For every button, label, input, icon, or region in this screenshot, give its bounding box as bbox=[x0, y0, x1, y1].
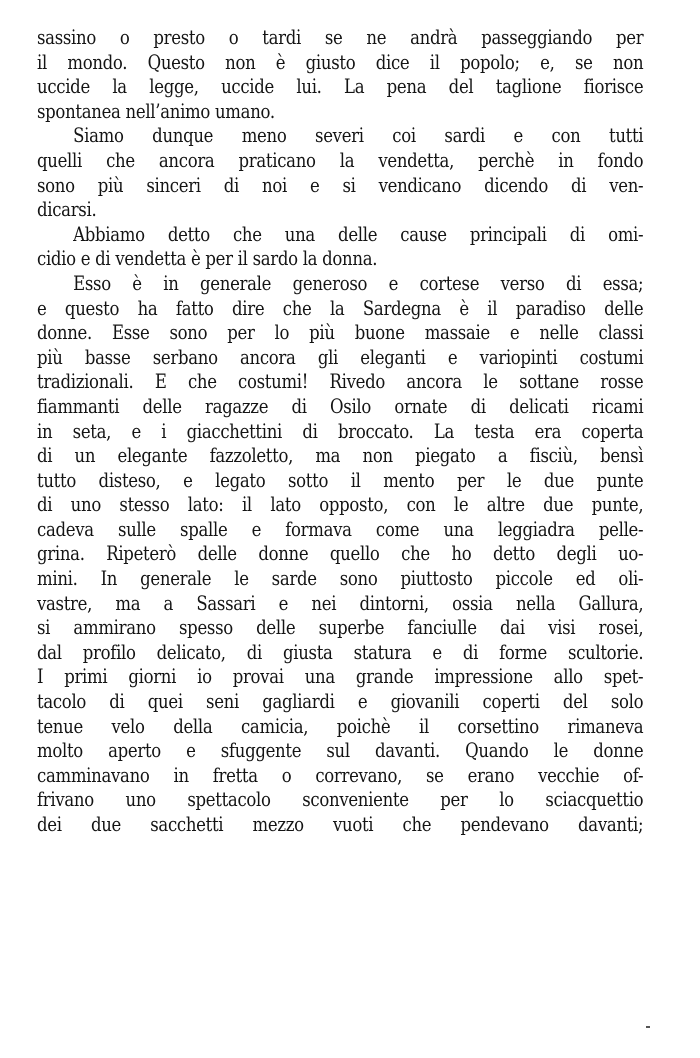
text-line: cidio e di vendetta è per il sardo la donna. bbox=[37, 247, 378, 271]
paragraph bbox=[37, 26, 644, 124]
text-line: molto aperto e sfuggente sul davanti. Quando le donne bbox=[37, 739, 644, 763]
text-line: e questo ha fatto dire che la Sardegna è il paradiso delle bbox=[37, 296, 644, 320]
text-line: vastre, ma a Sassari e nei dintorni, ossia nella Gallura, bbox=[37, 591, 644, 615]
text-line: tacolo di quei seni gagliardi e giovanili coperti del solo bbox=[37, 690, 644, 714]
text-line: fiammanti delle ragazze di Osilo ornate di delicati ricami bbox=[37, 394, 644, 418]
text-line: di un elegante fazzoletto, ma non piegato a fisciù, bensì bbox=[37, 444, 644, 468]
text-line: sono più sinceri di noi e si vendicano dicendo di ven- bbox=[37, 173, 644, 197]
paragraph bbox=[37, 272, 644, 838]
text-line: spontanea nell’animo umano. bbox=[37, 99, 275, 123]
text-line: tradizionali. E che costumi! Rivedo ancora le sottane rosse bbox=[37, 370, 644, 394]
text-line: tutto disteso, e legato sotto il mento per le due punte bbox=[37, 468, 644, 492]
text-line: tenue velo della camicia, poichè il corsettino rimaneva bbox=[37, 714, 644, 738]
book-page-text bbox=[37, 26, 644, 838]
text-line: Esso è in generale generoso e cortese verso di essa; bbox=[73, 271, 644, 295]
text-line: donne. Esse sono per lo più buone massaie e nelle classi bbox=[37, 321, 644, 345]
text-line: si ammirano spesso delle superbe fanciulle dai visi rosei, bbox=[37, 616, 644, 640]
text-line: dicarsi. bbox=[37, 198, 97, 222]
text-line: dei due sacchetti mezzo vuoti che pendevano davanti; bbox=[37, 813, 644, 836]
text-line: I primi giorni io provai una grande impressione allo spet- bbox=[37, 665, 644, 689]
text-line: in seta, e i giacchettini di broccato. La testa era coperta bbox=[37, 419, 644, 443]
text-line: dal profilo delicato, di giusta statura e di forme scultorie. bbox=[37, 640, 644, 664]
text-line: più basse serbano ancora gli eleganti e variopinti costumi bbox=[37, 345, 644, 369]
text-line: uccide la legge, uccide lui. La pena del taglione fiorisce bbox=[37, 75, 644, 99]
text-line: grina. Ripeterò delle donne quello che ho detto degli uo- bbox=[37, 542, 644, 566]
text-line: quelli che ancora praticano la vendetta, perchè in fondo bbox=[37, 148, 644, 172]
text-line: il mondo. Questo non è giusto dice il popolo; e, se non bbox=[37, 50, 644, 74]
paragraph bbox=[37, 124, 644, 222]
text-line: di uno stesso lato: il lato opposto, con le altre due punte, bbox=[37, 493, 644, 517]
paragraph bbox=[37, 223, 644, 272]
text-line: cadeva sulle spalle e formava come una leggiadra pelle- bbox=[37, 517, 644, 541]
text-line: mini. In generale le sarde sono piuttosto piccole ed oli- bbox=[37, 567, 644, 591]
text-line: sassino o presto o tardi se ne andrà passeggiando per bbox=[37, 26, 644, 49]
text-line: Siamo dunque meno severi coi sardi e con tutti bbox=[73, 124, 644, 148]
scan-speck bbox=[646, 1026, 650, 1028]
text-line: Abbiamo detto che una delle cause principali di omi- bbox=[73, 222, 644, 246]
text-line: camminavano in fretta o correvano, se erano vecchie of- bbox=[37, 763, 644, 787]
text-line: frivano uno spettacolo sconveniente per lo sciacquettio bbox=[37, 788, 644, 812]
